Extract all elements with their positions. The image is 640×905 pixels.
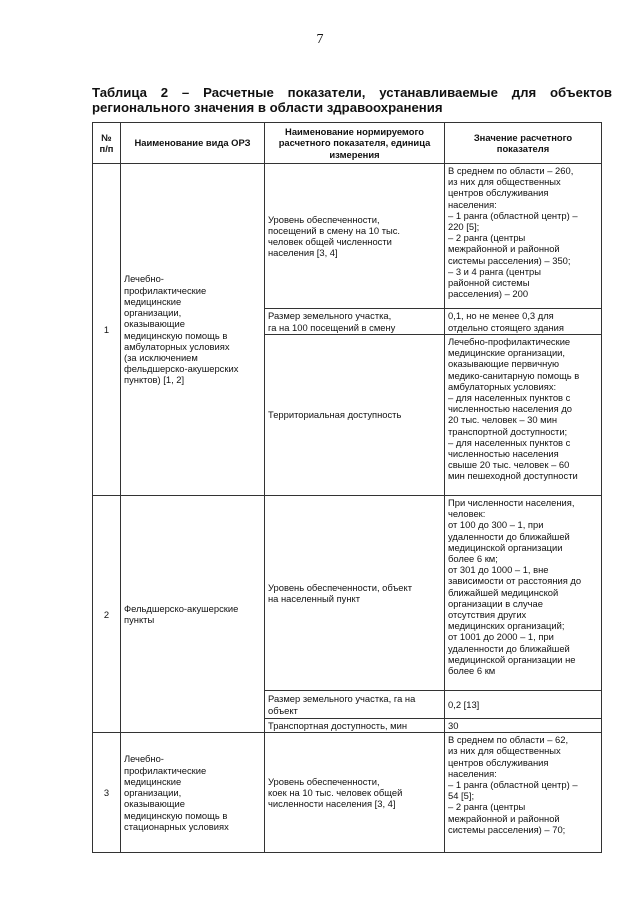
indicator-value: При численности населения, человек: от 100 до 300 – 1, при удаленности до ближайшей медицинской организации более 6 км; от 301 до 1000 – 1, вне зависимости от расстояния до ближайшей медицинской организации в случае отсутствия других медицинских организаций; от 1001 до 2000 – 1, при удаленности до ближайшей медицинской организации не более 6 км	[445, 496, 602, 691]
facility-type: Лечебно- профилактические медицинские организации, оказывающие медицинскую помощь в амбулаторных условиях (за исключением фельдшерско-акушерских пунктов) [1, 2]	[121, 164, 265, 496]
table-row	[93, 496, 602, 691]
indicator-name: Уровень обеспеченности, посещений в смену на 10 тыс. человек общей численности населения [3, 4]	[265, 164, 445, 309]
indicator-value: В среднем по области – 260, из них для общественных центров обслуживания населения: – 1 ранга (областной центр) – 220 [5]; – 2 ранга (центры межрайонной и районной системы расселения) – 350; – 3 и 4 ранга (центры районной системы расселения) – 200	[445, 164, 602, 309]
indicator-name: Территориальная доступность	[265, 335, 445, 496]
indicator-value: Лечебно-профилактические медицинские организации, оказывающие первичную медико-санитарную помощь в амбулаторных условиях: – для населенных пунктов с численностью населения до 20 тыс. человек – 30 мин транспортной доступности; – для населенных пунктов с численностью населения свыше 20 тыс. человек – 60 мин пешеходной доступности	[445, 335, 602, 496]
table-row	[93, 164, 602, 309]
indicator-value: 0,2 [13]	[445, 691, 602, 719]
row-number: 2	[93, 496, 121, 733]
facility-type: Фельдшерско-акушерские пункты	[121, 496, 265, 733]
row-number: 3	[93, 733, 121, 853]
table-row	[93, 733, 602, 853]
indicator-value: 0,1, но не менее 0,3 для отдельно стоящего здания	[445, 309, 602, 335]
page-number: 7	[316, 32, 324, 47]
header-indicator: Наименование нормируемого расчетного показателя, единица измерения	[265, 123, 445, 164]
facility-type: Лечебно- профилактические медицинские организации, оказывающие медицинскую помощь в стационарных условиях	[121, 733, 265, 853]
header-name: Наименование вида ОРЗ	[121, 123, 265, 164]
header-num: № п/п	[93, 123, 121, 164]
indicator-name: Уровень обеспеченности, объект на населенный пункт	[265, 496, 445, 691]
table-title-line-1: Таблица 2 – Расчетные показатели, устанавливаемые для объектов	[92, 85, 612, 100]
indicator-value: В среднем по области – 62, из них для общественных центров обслуживания населения: – 1 ранга (областной центр) – 54 [5]; – 2 ранга (центры межрайонной и районной системы расселения) – 70;	[445, 733, 602, 853]
indicator-name: Размер земельного участка, га на объект	[265, 691, 445, 719]
indicator-name: Транспортная доступность, мин	[265, 719, 445, 733]
table-title-line-2: регионального значения в области здравоохранения	[92, 100, 443, 115]
indicator-value: 30	[445, 719, 602, 733]
indicators-table	[92, 122, 602, 853]
row-number: 1	[93, 164, 121, 496]
table-title	[92, 85, 612, 115]
indicator-name: Уровень обеспеченности, коек на 10 тыс. человек общей численности населения [3, 4]	[265, 733, 445, 853]
indicator-name: Размер земельного участка, га на 100 посещений в смену	[265, 309, 445, 335]
table-header-row	[93, 123, 602, 164]
header-value: Значение расчетного показателя	[445, 123, 602, 164]
